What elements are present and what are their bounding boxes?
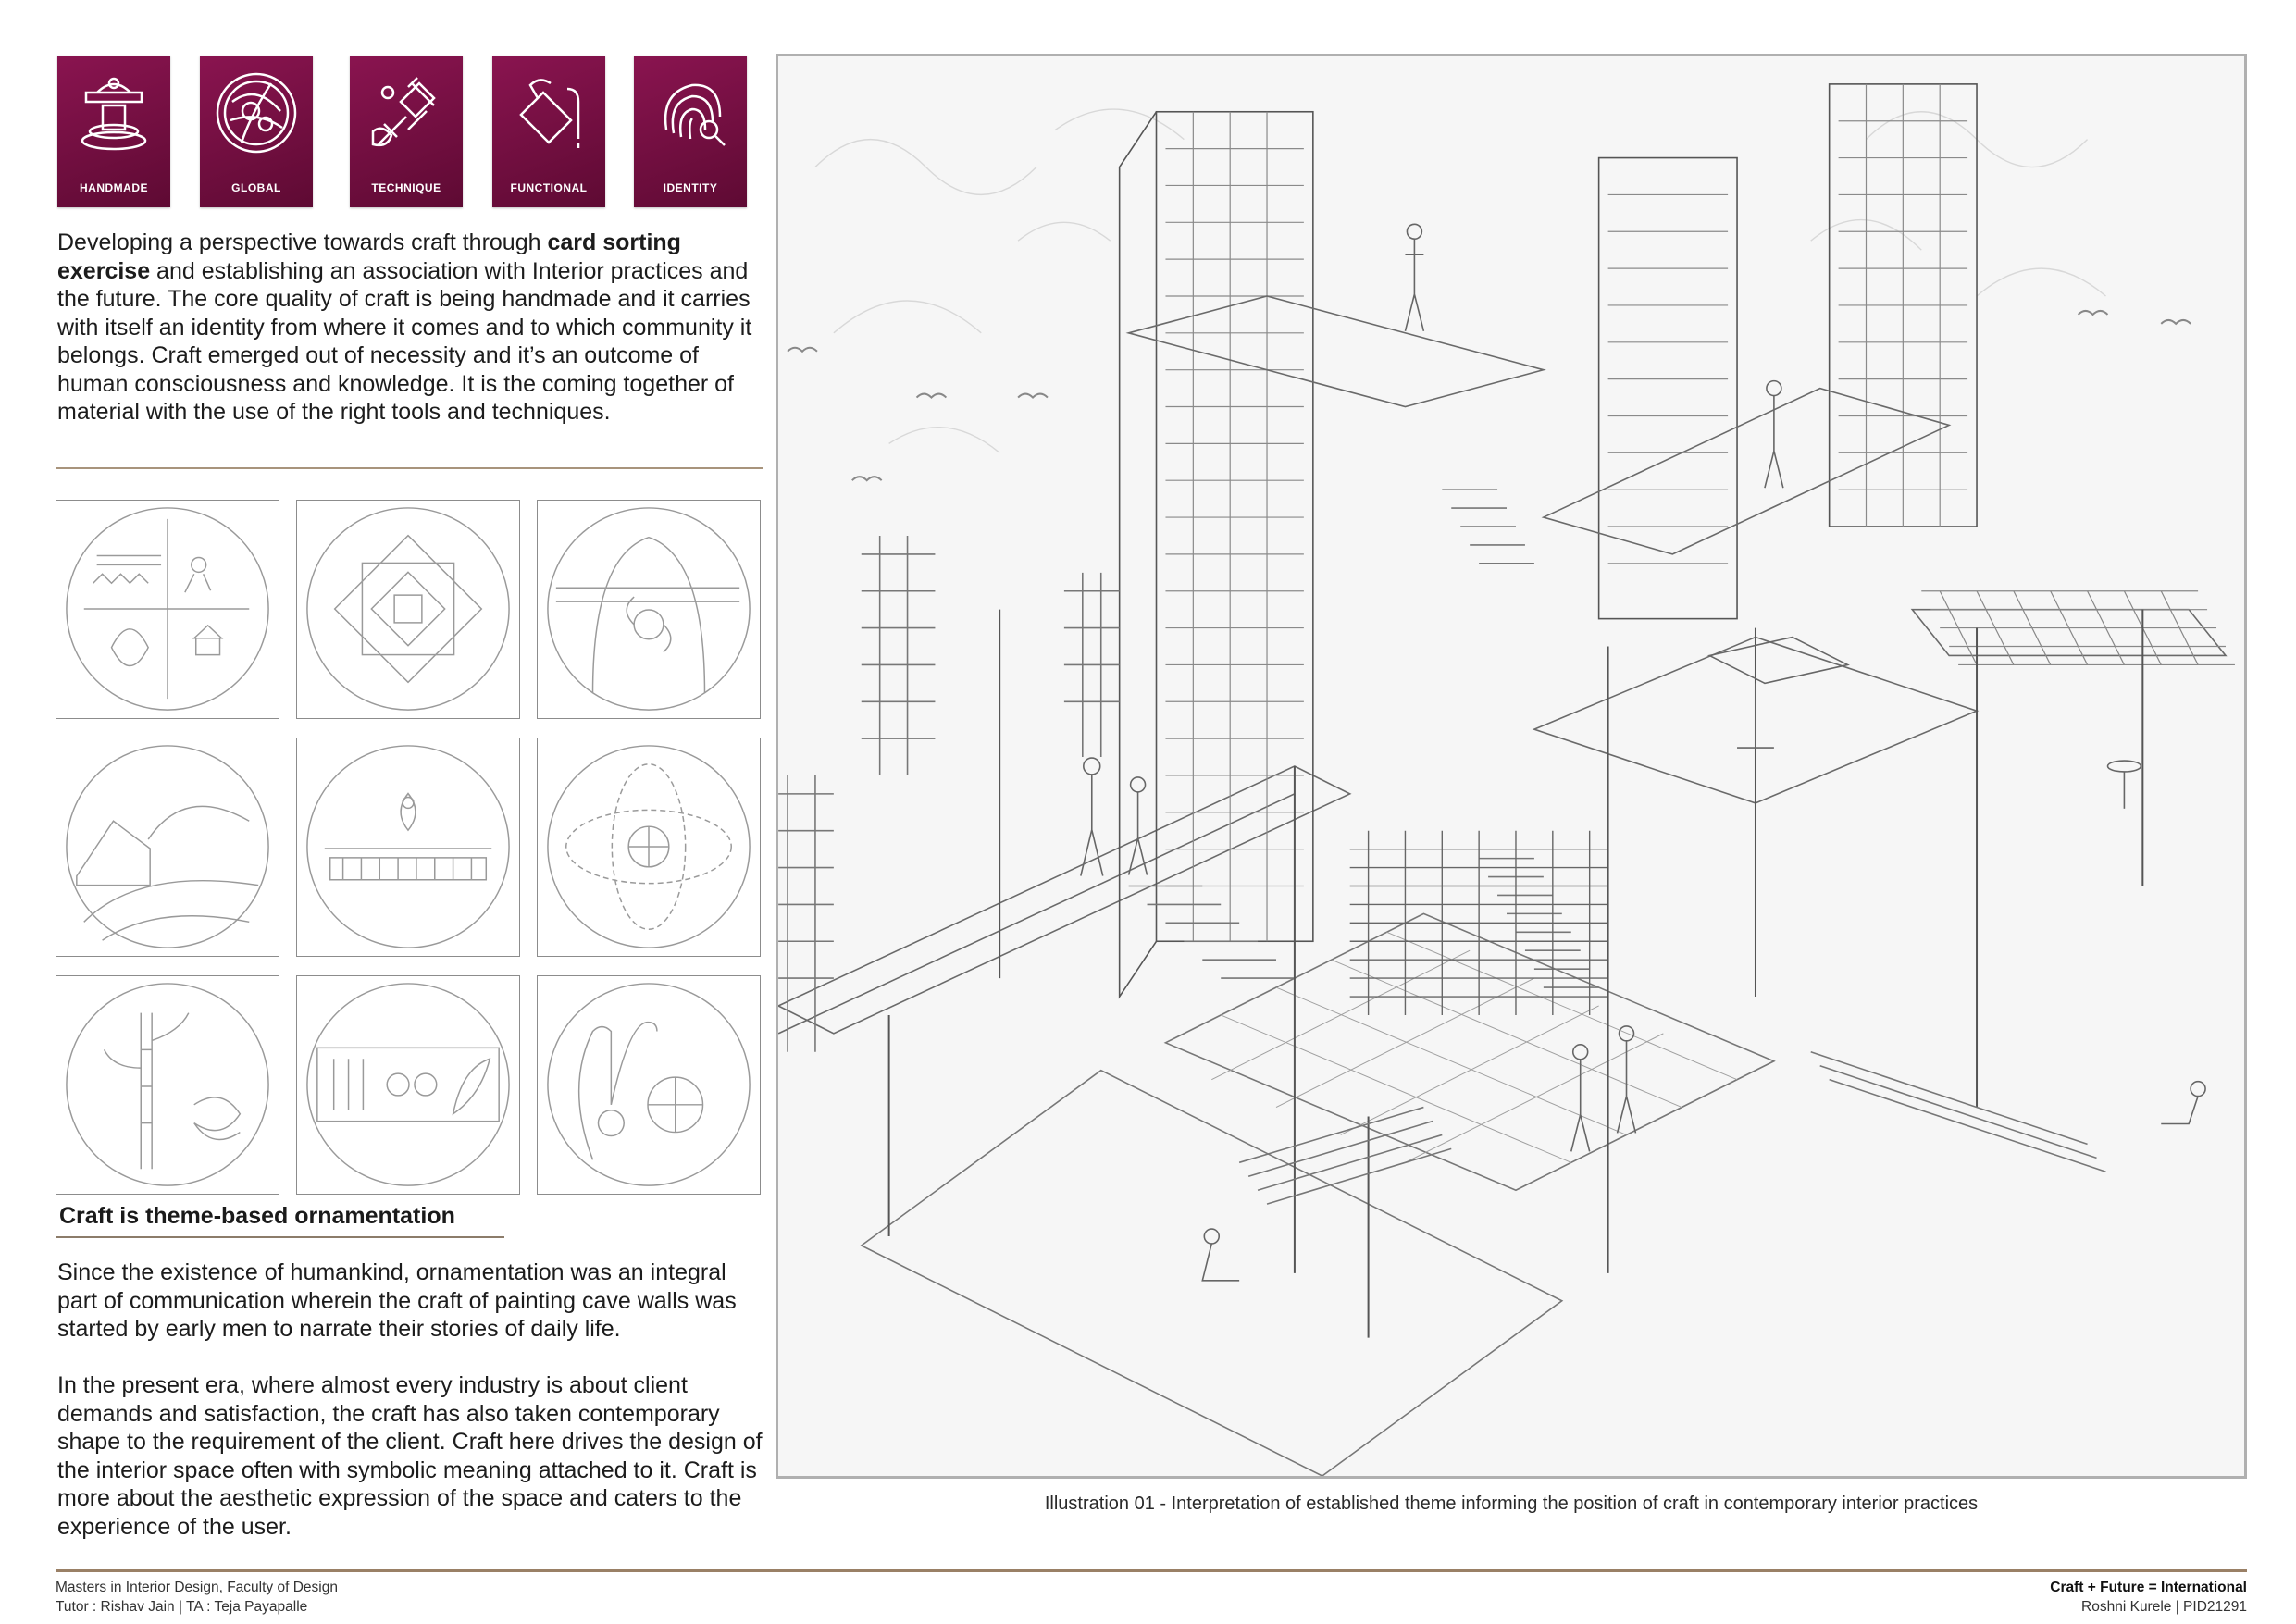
card-label: HANDMADE bbox=[80, 181, 148, 194]
intro-text-continued: and establishing an association with Interior practices and the future. The core quality of craft is being handmade and it carries with itself an identity from where it comes and to which community it belongs. Craft emerged out of necessity and it’s an outcome of human consciousness and knowledge. It is the coming together of material with the use of the right tools and techniques. bbox=[57, 257, 752, 425]
card-label: GLOBAL bbox=[231, 181, 281, 194]
ornament-tile-8 bbox=[296, 975, 520, 1195]
fingerprint-icon bbox=[644, 65, 737, 157]
intro-paragraph bbox=[57, 229, 770, 427]
section-heading: Craft is theme-based ornamentation bbox=[59, 1203, 455, 1229]
section-divider bbox=[56, 467, 763, 469]
card-label: FUNCTIONAL bbox=[510, 181, 588, 194]
card-global bbox=[200, 56, 313, 207]
card-label: TECHNIQUE bbox=[371, 181, 441, 194]
footer-rule bbox=[56, 1569, 2247, 1572]
project-title: Craft + Future = International bbox=[2050, 1580, 2247, 1595]
ornament-tile-3 bbox=[537, 500, 761, 719]
card-technique bbox=[350, 56, 463, 207]
ornament-tile-5 bbox=[296, 738, 520, 957]
hands-tools-icon bbox=[360, 65, 453, 157]
ornament-tile-1 bbox=[56, 500, 279, 719]
ornament-tile-2 bbox=[296, 500, 520, 719]
globe-pattern-icon bbox=[210, 65, 303, 157]
author-line: Roshni Kurele | PID21291 bbox=[2081, 1599, 2247, 1615]
ornament-tile-7 bbox=[56, 975, 279, 1195]
ornament-tile-9 bbox=[537, 975, 761, 1195]
card-handmade bbox=[57, 56, 170, 207]
illustration-frame bbox=[776, 54, 2247, 1479]
intro-bold-text: card sorting exercise bbox=[57, 229, 681, 284]
tutor-line: Tutor : Rishav Jain | TA : Teja Payapalle bbox=[56, 1599, 308, 1615]
illustration-caption: Illustration 01 - Interpretation of established theme informing the position of craft in contemporary interior practices bbox=[1044, 1494, 1979, 1514]
footer-left bbox=[56, 1578, 338, 1617]
intro-text: Developing a perspective towards craft through bbox=[57, 229, 548, 255]
card-functional bbox=[492, 56, 605, 207]
isometric-craft-illustration bbox=[778, 56, 2244, 1476]
program-line: Masters in Interior Design, Faculty of Design bbox=[56, 1580, 338, 1595]
potters-wheel-icon bbox=[68, 65, 160, 157]
bucket-pour-icon bbox=[503, 65, 595, 157]
ornament-tile-6 bbox=[537, 738, 761, 957]
footer-right bbox=[2050, 1578, 2247, 1617]
body-paragraph-2: In the present era, where almost every industry is about client demands and satisfaction, the craft has also taken contemporary shape to the requirement of the client. Craft here drives the design of the interior space often with symbolic meaning attached to it. Craft is more about the aesthetic expression of the space and caters to the experience of the user. bbox=[57, 1372, 763, 1540]
card-identity bbox=[634, 56, 747, 207]
card-label: IDENTITY bbox=[663, 181, 718, 194]
body-paragraph-1: Since the existence of humankind, ornamentation was an integral part of communication wherein the craft of painting cave walls was started by early men to narrate their stories of daily life. bbox=[57, 1259, 737, 1342]
heading-underline bbox=[56, 1236, 504, 1238]
ornament-tile-4 bbox=[56, 738, 279, 957]
